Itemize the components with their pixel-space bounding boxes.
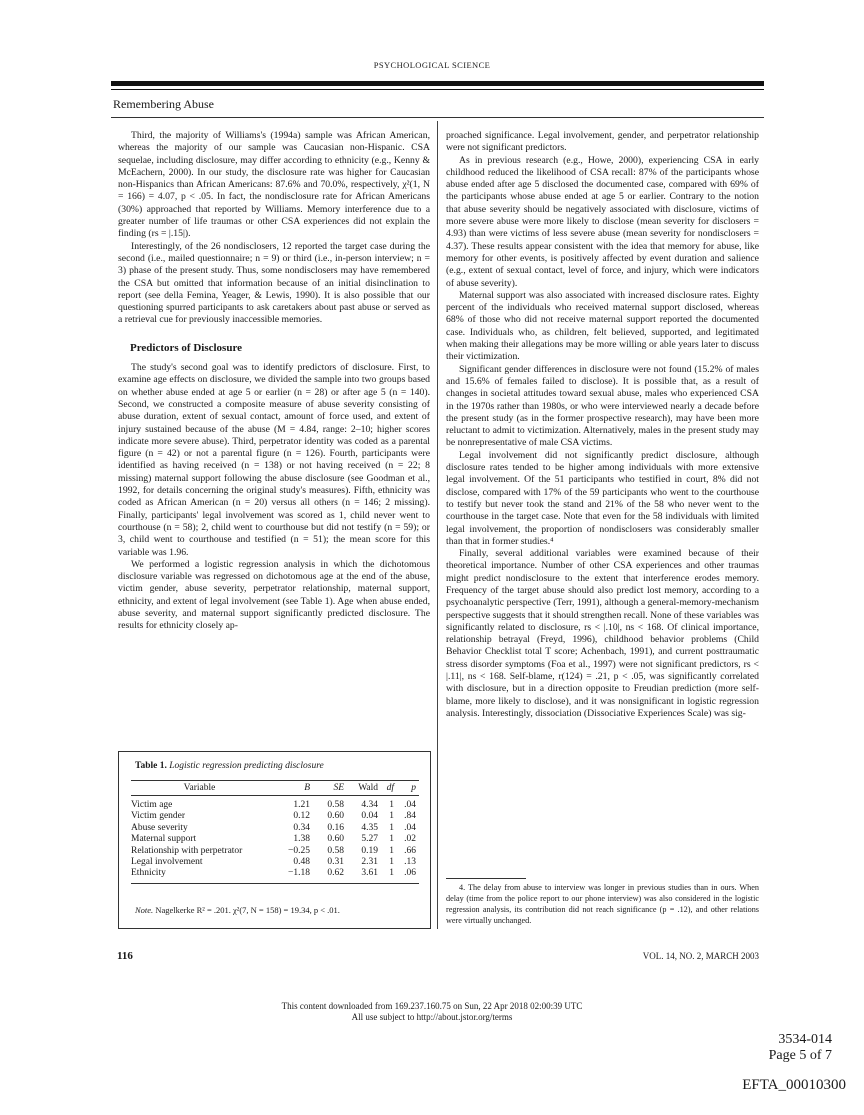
paragraph: Maternal support was also associated with increased disclosure rates. Eighty percent of the individuals who received maternal support disclosed, whereas 68% of those who did not receive maternal support reported the documented case. Individuals who, as children, felt believed, supported, and legitimated when making their allegations may be more willing or able years later to discuss their victimization. <box>446 289 759 363</box>
cell: .04 <box>404 822 416 833</box>
cell: 0.60 <box>327 811 344 822</box>
cell: Victim age <box>131 800 173 810</box>
table-row <box>131 846 419 857</box>
cell: −1.18 <box>268 868 310 883</box>
header-rule-thick <box>111 81 764 86</box>
paragraph: Third, the majority of Williams's (1994a) sample was African American, whereas the majority of our sample was Caucasian non-Hispanic. CSA sequelae, including disclosure, may differ according to ethnicity (e.g., Kenny & McEachern, 2000). In our study, the disclosure rate was higher for Caucasian non-Hispanics than African Americans: 87.6% and 70.0%, respectively, χ²(1, N = 166) = 4.07, p < .05. In fact, the nondisclosure rate for African Americans (30%) approached that reported by Williams. Memory interference due to a greater number of life traumas or other CSA experiences did not explain the finding (rs = |.15|). <box>118 130 430 240</box>
cell: .13 <box>404 857 416 868</box>
cell: Relationship with perpetrator <box>131 845 243 856</box>
cell: .84 <box>404 811 416 822</box>
column-header: SE <box>310 781 344 796</box>
cell: 4.34 <box>361 800 378 810</box>
terms-line: All use subject to http://about.jstor.org/terms <box>351 1011 513 1022</box>
section-heading: Predictors of Disclosure <box>130 341 243 354</box>
cell: Legal involvement <box>131 857 203 868</box>
cell: 1 <box>389 834 394 845</box>
cell: 1 <box>389 845 394 856</box>
cell: 0.12 <box>293 811 310 822</box>
download-notice <box>0 1001 864 1022</box>
cell: Abuse severity <box>131 822 188 833</box>
column-header: Variable <box>131 781 268 796</box>
cell: Ethnicity <box>131 868 268 883</box>
paragraph: proached significance. Legal involvement, gender, and perpetrator relationship were not significant predictors. <box>446 130 759 154</box>
cell: 0.31 <box>327 857 344 868</box>
cell: 1.38 <box>293 834 310 845</box>
cell: 4.35 <box>361 822 378 833</box>
cell: 0.58 <box>327 845 344 856</box>
bates-number: EFTA_00010300 <box>742 1077 846 1093</box>
cell: Victim gender <box>131 811 186 822</box>
cell: .04 <box>404 800 416 810</box>
column-header: Wald <box>344 781 378 796</box>
cell: 0.34 <box>293 822 310 833</box>
table-row <box>131 857 419 868</box>
section-rule <box>111 117 764 118</box>
table-row <box>131 834 419 845</box>
cell: −0.25 <box>288 845 310 856</box>
cell: 1 <box>389 800 394 810</box>
cell: 5.27 <box>361 834 378 845</box>
cell: 0.04 <box>361 811 378 822</box>
table-note-text: Nagelkerke R² = .201. χ²(7, N = 158) = 19.34, p < .01. <box>155 905 340 915</box>
paragraph: Interestingly, of the 26 nondisclosers, 12 reported the target case during the second (i.e., mailed questionnaire; n = 9) or third (i.e., in-person interview; n = 3) phase of the present study. Thus, some nondisclosers may have remembered the CSA but omitted that information because of an initial disinclination to report (see della Femina, Yeager, & Lewis, 1990). It is also possible that our questioning spurred participants to ask caretakers about past abuse or served as a retrieval cue for previously inaccessible memories. <box>118 240 430 326</box>
column-divider <box>437 121 438 929</box>
cell: 1.21 <box>293 800 310 810</box>
table-row <box>131 868 419 883</box>
cell: 1 <box>389 857 394 868</box>
cell: 0.19 <box>361 845 378 856</box>
header-rule-thin <box>111 89 764 90</box>
paragraph: Legal involvement did not significantly predict disclosure, although disclosure rates tended to be higher among individuals with more extensive legal involvement. Of the 51 participants who testified in court, 8% did not disclose, compared with 17% of the 59 participants who went to the courthouse to testify but never took the stand and 21% of the 58 who never went to the courthouse in the target case. Note that even for the 58 individuals with limited legal involvement, the proportion of nondisclosers was considerably smaller than that in former studies.⁴ <box>446 449 759 547</box>
paragraph: Finally, several additional variables were examined because of their theoretical importance. Number of other CSA experiences and other traumas might predict nondisclosure to the extent that interference erodes memory. Frequency of the target abuse should also predict lost memory, according to a psychoanalytic perspective (Terr, 1991), although a general-memory-mechanism perspective suggests that it should strengthen recall. None of these variables was significantly related to disclosure, rs < |.10|, ns < 168. Of clinical importance, relationship betrayal (Freyd, 1996), childhood behavior problems (Child Behavior Checklist total T score; Achenbach, 1991), and current posttraumatic stress disorder symptoms (Foa et al., 1997) were not significant predictors, rs < |.11|, ns < 168. Self-blame, r(124) = .21, p < .05, was significantly correlated with disclosure, but in a direction opposite to Freudian prediction (more self-blame, more likely to disclose), and it was nonsignificant in logistic regression analysis. Interestingly, dissociation (Dissociative Experiences Scale) was sig- <box>446 548 759 719</box>
cell: 1 <box>389 822 394 833</box>
table-label: Table 1. <box>135 761 167 771</box>
paragraph: As in previous research (e.g., Howe, 2000), experiencing CSA in early childhood reduced the likelihood of CSA recall: 87% of the participants whose abuse ended after age 5 disclosed the documented case, compared with 69% of the participants whose abuse ended at age 5 or earlier. Contrary to the notion that abuse severity should be negatively associated with disclosure, victims of more severe abuse were more likely to disclose (mean severity for disclosers = 4.93) than were victims of less severe abuse (mean severity for nondisclosers = 4.37). These results appear consistent with the idea that memory for abuse, like memory for other events, is positively affected by event duration and salience (e.g., extent of sexual contact, level of force, and injury, which were indicators of abuse severity). <box>446 154 759 289</box>
volume-info: VOL. 14, NO. 2, MARCH 2003 <box>642 951 759 961</box>
table-note-label: Note. <box>135 905 154 915</box>
cell: 0.60 <box>327 834 344 845</box>
cell: 0.48 <box>293 857 310 868</box>
paragraph: The study's second goal was to identify predictors of disclosure. First, to examine age effects on disclosure, we divided the sample into two groups based on whether abuse ended at age 5 or earlier (n = 28) or after age 5 (n = 140). Second, we constructed a composite measure of abuse severity consisting of abuse duration, extent of sexual contact, amount of force used, and extent of injury sustained because of the abuse (M = 4.84, range: 2–10; higher scores indicate more severe abuse). Third, perpetrator identity was coded as a parental figure (n = 42) or not a parental figure (n = 126). Fourth, participants were identified as having received (n = 138) or not having received (n = 22; 8 missing) maternal support following the abuse disclosure (see Goodman et al., 1992, for details concerning the original study's measures). Fifth, ethnicity was coded as African American (n = 20) versus all others (n = 146; 2 missing). Finally, participants' legal involvement was scored as 1, child never went to courthouse (n = 58); 2, child went to courthouse but did not testify (n = 59); or 3, child went to courthouse and testified (n = 51); the mean score for this variable was 1.96. <box>118 362 430 558</box>
section-title: Remembering Abuse <box>113 97 214 111</box>
cell: 1 <box>389 811 394 822</box>
table-caption-text: Logistic regression predicting disclosure <box>169 761 324 771</box>
right-column <box>446 130 759 720</box>
column-header: B <box>268 781 310 796</box>
cell: .66 <box>404 845 416 856</box>
cell: .02 <box>404 834 416 845</box>
footnote-rule <box>446 878 526 879</box>
cell: .06 <box>394 868 419 883</box>
table-note <box>135 905 340 915</box>
cell: 0.16 <box>327 822 344 833</box>
footnote-text: 4. The delay from abuse to interview was longer in previous studies than in ours. When delay (time from the police report to our phone interview) was also considered in the logistic regression analysis, its contribution did not reach significance (p = .12), and other relations were virtually unchanged. <box>446 883 759 925</box>
cell: 2.31 <box>361 857 378 868</box>
table-caption <box>135 761 324 771</box>
table-row <box>131 823 419 834</box>
running-head: PSYCHOLOGICAL SCIENCE <box>373 60 491 70</box>
download-line: This content downloaded from 169.237.160.75 on Sun, 22 Apr 2018 02:00:39 UTC <box>281 1001 583 1011</box>
footnote <box>446 882 759 926</box>
document-stamp <box>769 1032 832 1064</box>
cell: 0.58 <box>327 800 344 810</box>
stamp-page: Page 5 of 7 <box>768 1048 832 1063</box>
paragraph: We performed a logistic regression analysis in which the dichotomous disclosure variable was regressed on dichotomous age at the end of the abuse, victim gender, abuse severity, perpetrator relationship, maternal support, ethnicity, and extent of legal involvement (see Table 1). Age when abuse ended, abuse severity, and maternal support significantly predicted disclosure. The results for ethnicity closely ap- <box>118 558 430 632</box>
cell: Maternal support <box>131 834 197 845</box>
cell: 3.61 <box>344 868 378 883</box>
table-1 <box>118 751 431 929</box>
page-number: 116 <box>117 950 133 962</box>
table-row <box>131 811 419 822</box>
column-header: df <box>378 781 394 796</box>
table-header-row <box>131 781 419 796</box>
table-row <box>131 796 419 812</box>
cell: 1 <box>378 868 394 883</box>
cell: 0.62 <box>310 868 344 883</box>
paragraph: Significant gender differences in disclosure were not found (15.2% of males and 15.6% of females failed to disclose). It is possible that, as a result of changes in societal attitudes toward sexual abuse, males who experienced CSA in the 1970s rather than 1980s, or who were interviewed nearly a decade before the present study (as in the former prospective research), may have been more reluctant to admit to victimization. Alternatively, males in the present study may be nonrepresentative of male CSA victims. <box>446 363 759 449</box>
regression-table <box>131 780 419 884</box>
column-header: p <box>394 781 419 796</box>
stamp-reference: 3534-014 <box>778 1032 832 1047</box>
left-column <box>118 130 430 633</box>
